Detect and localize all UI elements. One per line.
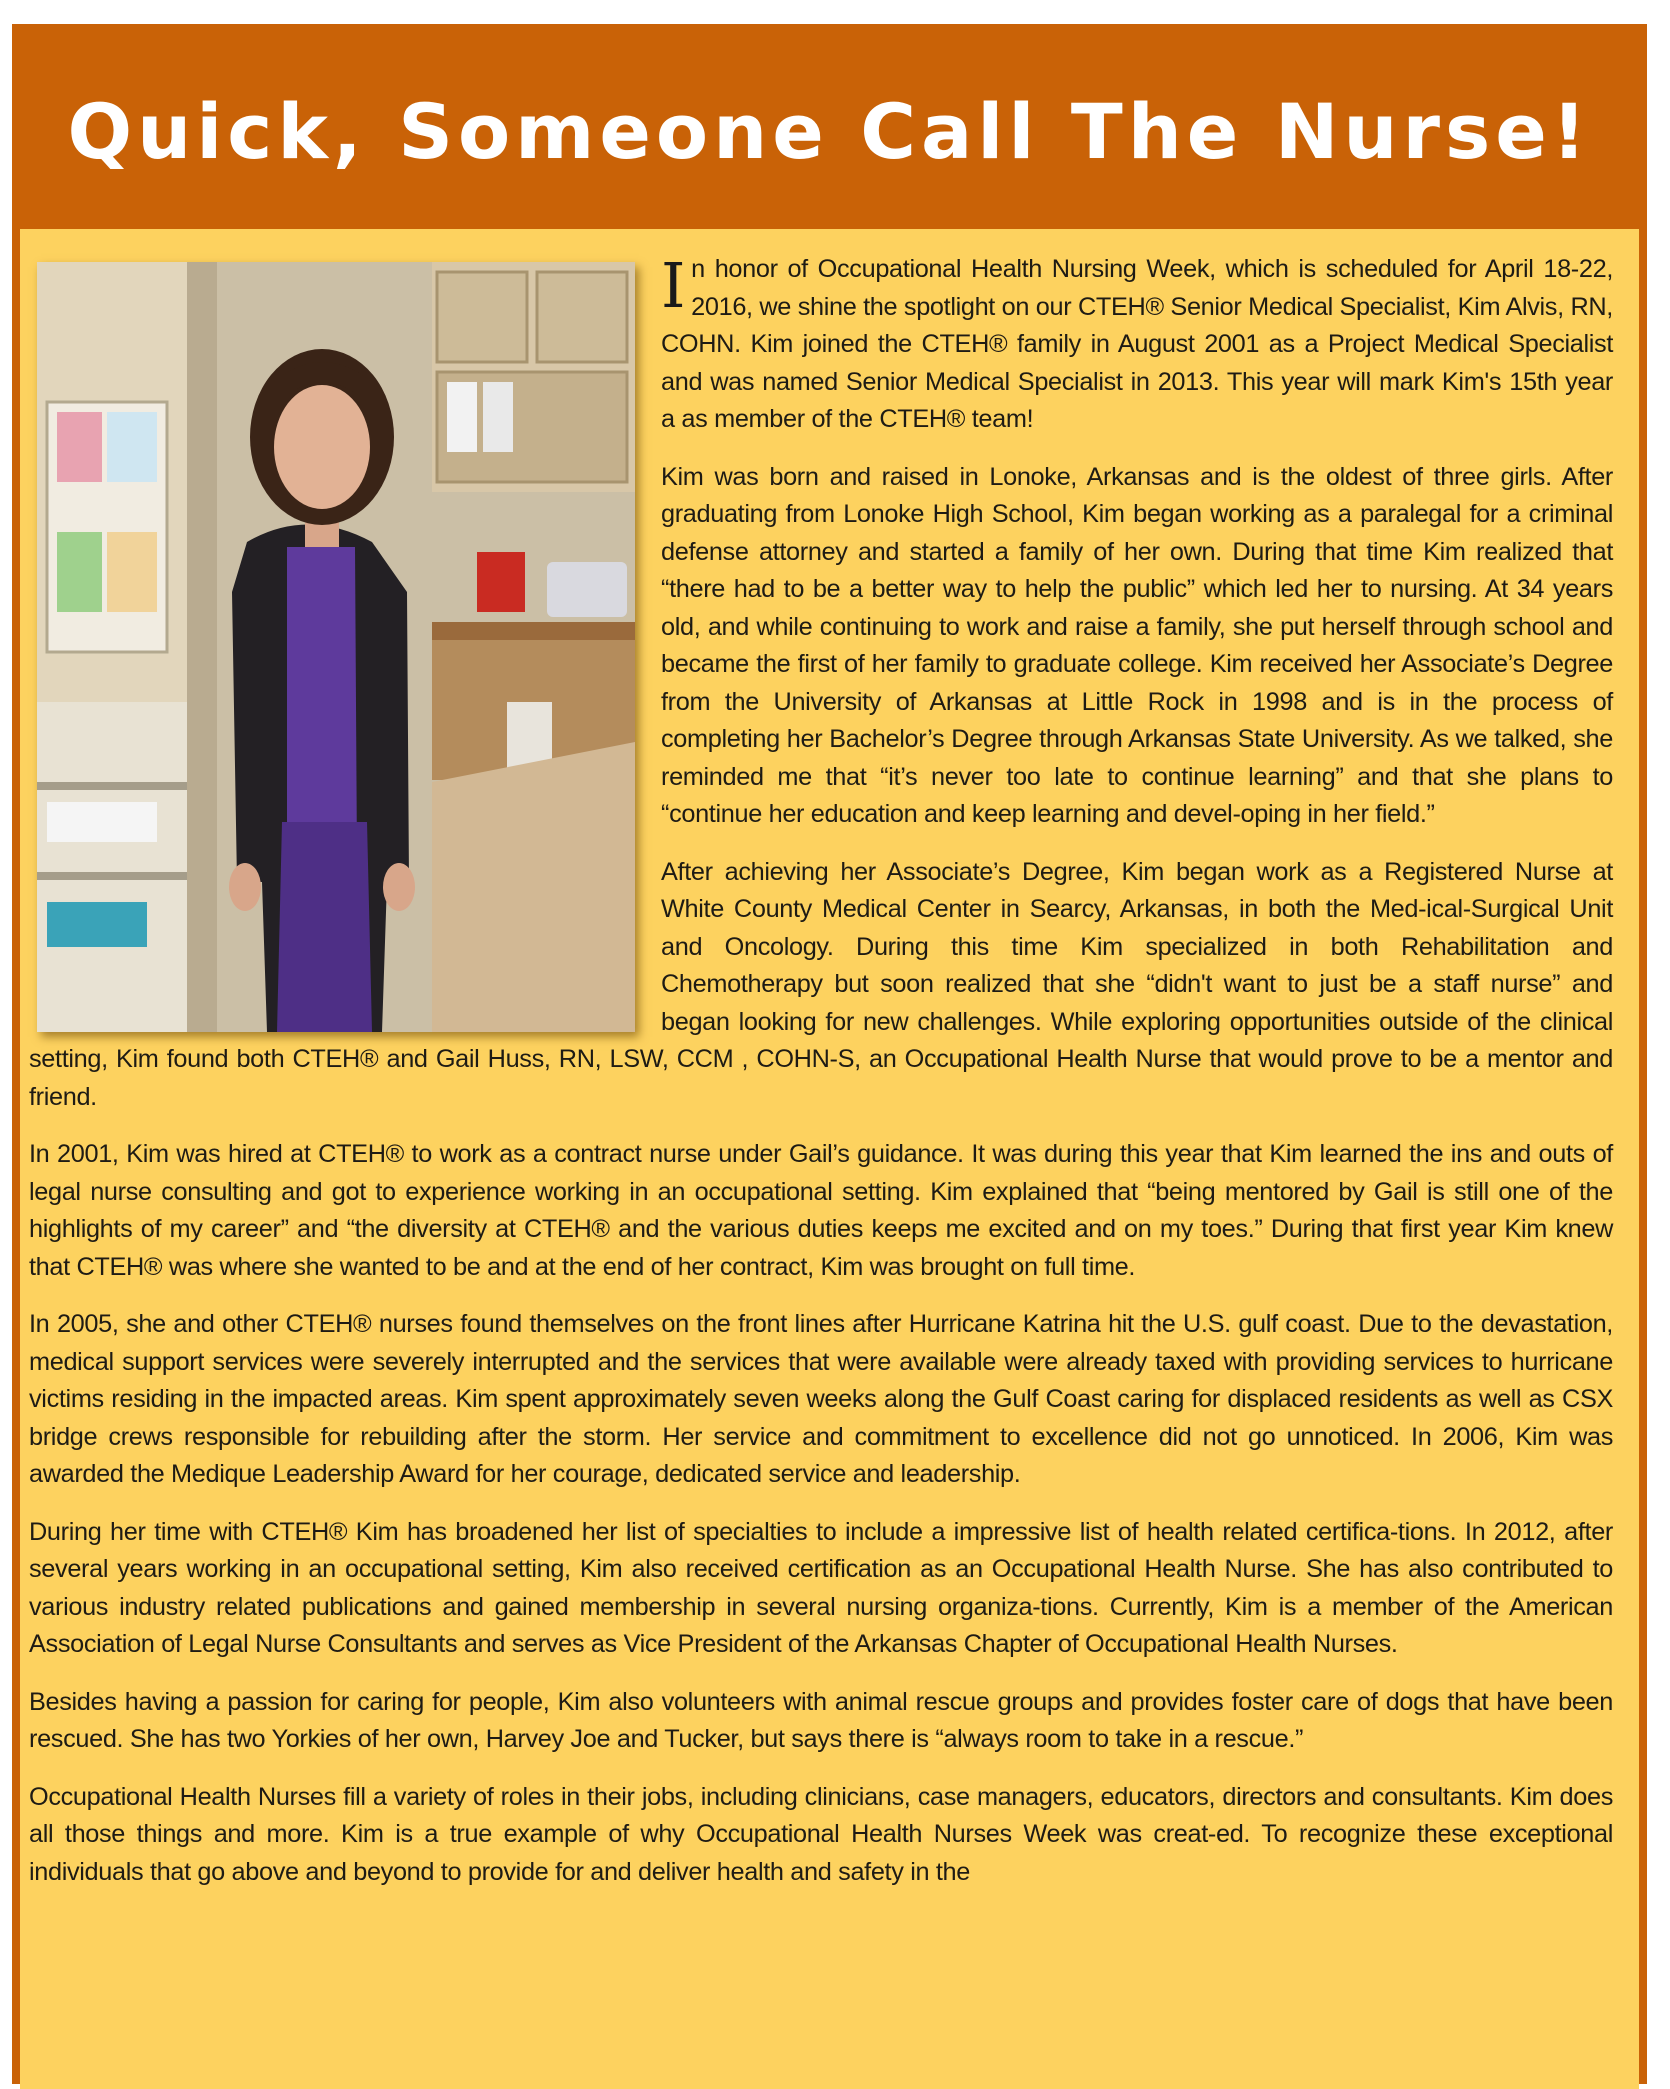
paragraph-closing: Occupational Health Nurses fill a variety of roles in their jobs, including clinicians, case managers, educators, directors and consultants. Kim does all those things and more. Kim is a true example of why Occupational Health Nurses Week was creat-ed. To recognize these exceptional individuals that go above and beyond to provide for and deliver health and safety in the	[29, 1782, 1613, 1886]
article-body	[20, 229, 1639, 2089]
paragraph-career-start: After achieving her Associate’s Degree, Kim began work as a Registered Nurse at White County Medical Center in Searcy, Arkansas, in both the Med-ical-Surgical Unit and Oncology. During this time Kim specialized in both Rehabilitation and Chemotherapy but soon realized that she “didn't want to just be a staff nurse” and began looking for new challenges. While exploring opportunities outside of the clinical setting, Kim found both CTEH® and Gail Huss, RN, LSW, CCM , COHN-S, an Occupational Health Nurse that would prove to be a mentor and friend.	[29, 857, 1613, 1111]
drop-cap: I	[661, 249, 686, 322]
newsletter-frame	[12, 24, 1647, 2084]
paragraph-2001: In 2001, Kim was hired at CTEH® to work as a contract nurse under Gail’s guidance. It was during this year that Kim learned the ins and outs of legal nurse consulting and got to experience working in an occupational setting. Kim explained that “being mentored by Gail is still one of the highlights of my career” and “the diversity at CTEH® and the various duties keeps me excited and on my toes.” During that first year Kim knew that CTEH® was where she wanted to be and at the end of her contract, Kim was brought on full time.	[29, 1140, 1613, 1281]
portrait-photo	[37, 262, 635, 1032]
paragraph-background: Kim was born and raised in Lonoke, Arkansas and is the oldest of three girls. After graduating from Lonoke High School, Kim began working as a paralegal for a criminal defense attorney and started a family of her own. During that time Kim realized that “there had to be a better way to help the public” which led her to nursing. At 34 years old, and while continuing to work and raise a family, she put herself through school and became the first of her family to graduate college. Kim received her Associate’s Degree from the University of Arkansas at Little Rock in 1998 and is in the process of completing her Bachelor’s Degree through Arkansas State University. As we talked, she reminded me that “it’s never too late to continue learning” and that she plans to “continue her education and keep learning and devel-oping in her field.”	[661, 462, 1613, 828]
article-title: Quick, Someone Call The Nurse!	[67, 87, 1592, 176]
title-banner	[12, 24, 1647, 229]
paragraph-intro-text: n honor of Occupational Health Nursing Week, which is scheduled for April 18-22, 2016, we shine the spotlight on our CTEH® Senior Medical Specialist, Kim Alvis, RN, COHN. Kim joined the CTEH® family in August 2001 as a Project Medical Specialist and was named Senior Medical Specialist in 2013. This year will mark Kim's 15th year a as member of the CTEH® team!	[661, 255, 1613, 433]
nurse-portrait-image	[37, 262, 635, 1032]
paragraph-specialties: During her time with CTEH® Kim has broadened her list of specialties to include a impressive list of health related certifica-tions. In 2012, after several years working in an occupational setting, Kim also received certification as an Occupational Health Nurse. She has also contributed to various industry related publications and gained membership in several nursing organiza-tions. Currently, Kim is a member of the American Association of Legal Nurse Consultants and serves as Vice President of the Arkansas Chapter of Occupational Health Nurses.	[29, 1517, 1613, 1658]
paragraph-volunteering: Besides having a passion for caring for people, Kim also volunteers with animal rescue groups and provides foster care of dogs that have been rescued. She has two Yorkies of her own, Harvey Joe and Tucker, but says there is “always room to take in a rescue.”	[29, 1687, 1613, 1753]
paragraph-2005: In 2005, she and other CTEH® nurses found themselves on the front lines after Hurricane Katrina hit the U.S. gulf coast. Due to the devastation, medical support services were severely interrupted and the services that were available were already taxed with providing services to hurricane victims residing in the impacted areas. Kim spent approximately seven weeks along the Gulf Coast caring for displaced residents as well as CSX bridge crews responsible for rebuilding after the storm. Her service and commitment to excellence did not go unnoticed. In 2006, Kim was awarded the Medique Leadership Award for her courage, dedicated service and leadership.	[29, 1310, 1613, 1488]
